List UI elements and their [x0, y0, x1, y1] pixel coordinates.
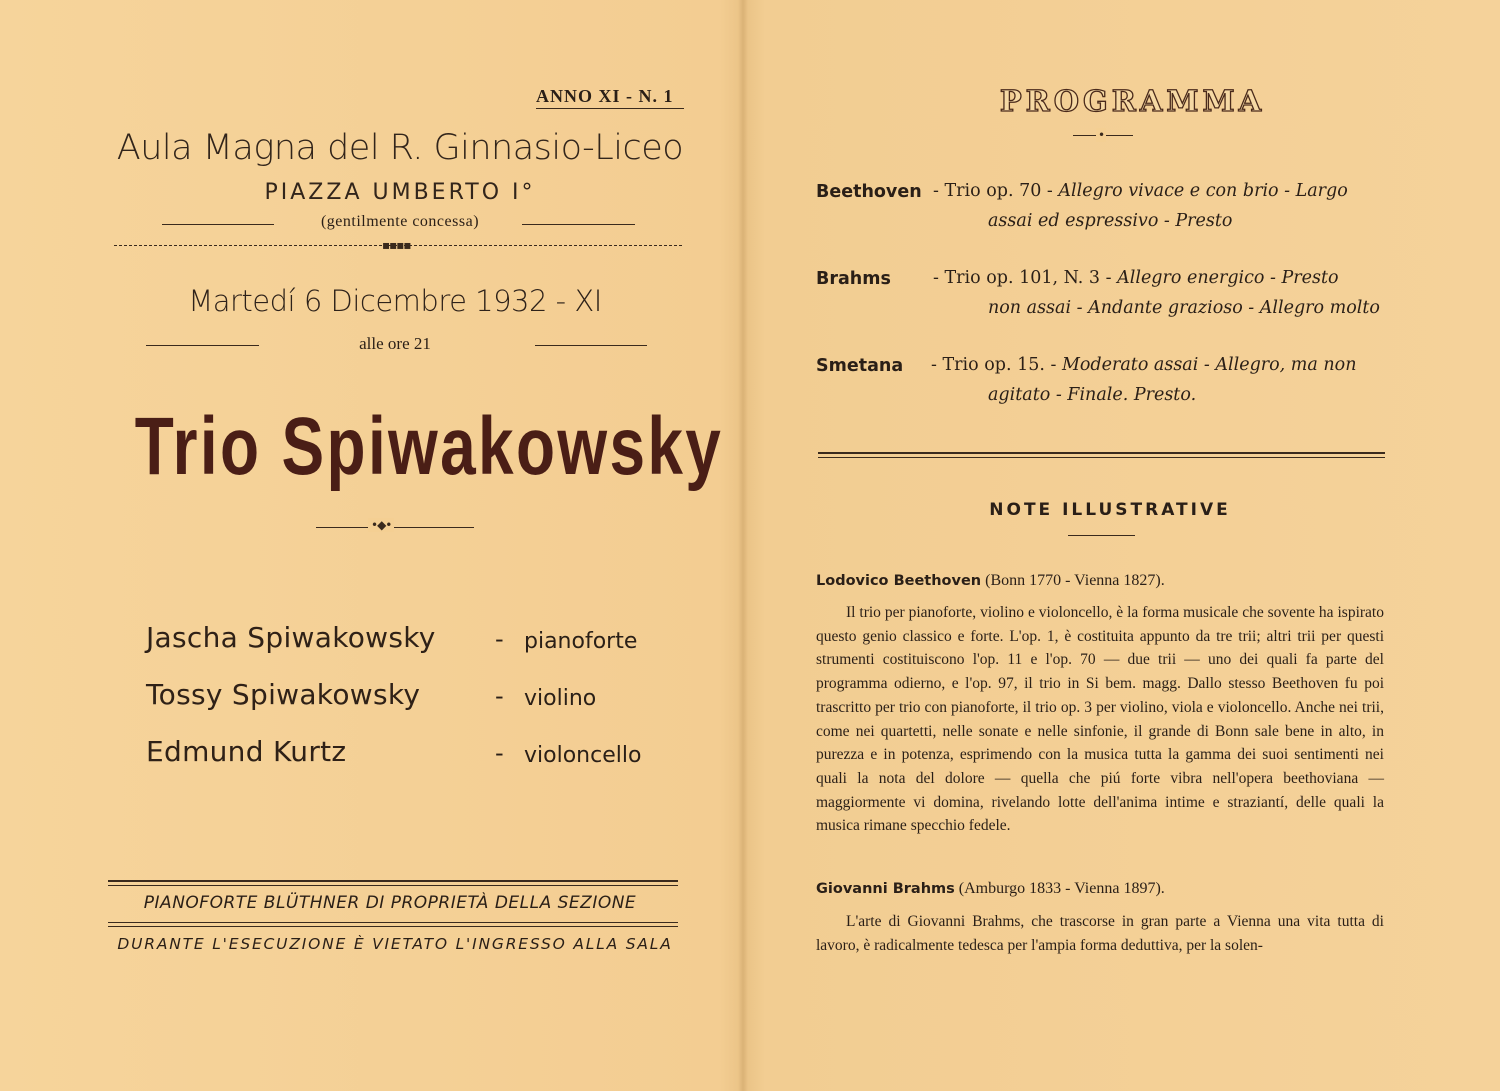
notes-title-rule	[1068, 535, 1135, 536]
performer-dash: -	[495, 625, 504, 653]
courtesy-rule-right	[522, 224, 635, 225]
performer-instrument: pianoforte	[524, 629, 638, 654]
program-continuation: assai ed espressivo - Presto	[988, 211, 1233, 231]
venue-title: Aula Magna del R. Ginnasio-Liceo	[116, 128, 684, 168]
notes-title: NOTE ILLUSTRATIVE	[989, 500, 1231, 520]
program-work: - Trio op. 15. -	[931, 355, 1057, 375]
program-work: - Trio op. 101, N. 3 -	[933, 268, 1112, 288]
performer-dash: -	[495, 739, 504, 767]
performer-name: Edmund Kurtz	[146, 735, 347, 768]
performer-dash: -	[495, 682, 504, 710]
performer-name: Jascha Spiwakowsky	[146, 621, 436, 654]
issue-number: ANNO XI - N. 1	[536, 86, 674, 106]
piano-notice: PIANOFORTE BLÜTHNER DI PROPRIETÀ DELLA SEZIONE	[143, 893, 637, 913]
program-divider-1	[818, 452, 1385, 454]
right-page	[750, 0, 1500, 1091]
program-movements: Moderato assai - Allegro, ma non	[1061, 355, 1357, 375]
performer-instrument: violoncello	[524, 743, 642, 768]
note-dates: (Bonn 1770 - Vienna 1827).	[985, 572, 1165, 589]
footer-rule-top-1	[108, 880, 678, 882]
title-flourish-line	[316, 527, 474, 528]
note-composer: Lodovico Beethoven	[816, 573, 982, 589]
entry-notice: DURANTE L'ESECUZIONE È VIETATO L'INGRESSO ALLA SALA	[117, 935, 673, 953]
ensemble-title: Trio Spiwakowsky	[134, 401, 724, 492]
issue-underline	[536, 108, 684, 109]
note-composer: Giovanni Brahms	[816, 881, 955, 897]
program-divider-2	[818, 457, 1385, 458]
program-title-ornament: •	[1098, 128, 1105, 142]
program-title: PROGRAMMA	[999, 84, 1266, 118]
left-page	[0, 0, 740, 1091]
concert-time: alle ore 21	[359, 334, 431, 353]
program-continuation: agitato - Finale. Presto.	[988, 385, 1197, 405]
program-work: - Trio op. 70 -	[933, 181, 1053, 201]
note-paragraph: L'arte di Giovanni Brahms, che trascorse in gran parte a Vienna una vita tutta di lavoro, è radicalmente tedesca per l'ampia forma deduttiva, per la solen-	[816, 913, 1384, 954]
program-composer: Brahms	[816, 269, 891, 289]
program-movements: Allegro vivace e con brio - Largo	[1058, 181, 1348, 201]
concert-date: Martedí 6 Dicembre 1932 - XI	[188, 284, 602, 318]
courtesy-note: (gentilmente concessa)	[320, 213, 480, 230]
divider-ornament: ▪▪▪▪	[382, 238, 411, 252]
square-name: PIAZZA UMBERTO I°	[264, 180, 536, 205]
program-line	[933, 268, 1339, 288]
time-rule-right	[535, 345, 647, 346]
title-flourish-ornament: •◆•	[368, 518, 394, 532]
note-dates: (Amburgo 1833 - Vienna 1897).	[958, 880, 1165, 897]
footer-rule-mid-1	[108, 922, 678, 923]
program-line	[931, 355, 1356, 375]
performer-instrument: violino	[524, 686, 597, 711]
performer-name: Tossy Spiwakowsky	[146, 678, 421, 711]
program-composer: Smetana	[816, 356, 904, 376]
program-movements: Allegro energico - Presto	[1117, 268, 1339, 288]
note-paragraph: Il trio per pianoforte, violino e violoncello, è la forma musicale che sovente ha ispirato questo genio classico e forte. L'op. 1, è costituita appunto da tre trii; altri trii per questi strumenti costituiscono l'op. 11 e l'op. 70 — due trii — uno dei quali fa parte del programma odierno, e l'op. 97, il trio in Si bem. magg. Dallo stesso Beethoven fu poi trascritto per trio con pianoforte, il trio op. 3 per violino, viola e violoncello. Anche nei trii, come nei quartetti, nelle sonate e nelle sinfonie, il grande di Bonn sale bene in alto, in purezza e in potenza, esprimendo con la musica tutta la gamma dei suoi sentimenti nei quali la nota del dolore — quella che piú forte vibra nell'opera beethoviana — maggiormente vi domina, rivelando lotte dell'anima intime e straziantí, delle quali la musica rimane specchio fedele.	[816, 604, 1384, 835]
note-heading	[816, 880, 1165, 898]
footer-rule-top-2	[108, 885, 678, 886]
footer-rule-mid-2	[108, 926, 678, 927]
program-line	[933, 181, 1348, 201]
program-composer: Beethoven	[816, 182, 922, 202]
note-heading	[816, 572, 1165, 590]
program-continuation: non assai - Andante grazioso - Allegro molto	[988, 298, 1380, 318]
